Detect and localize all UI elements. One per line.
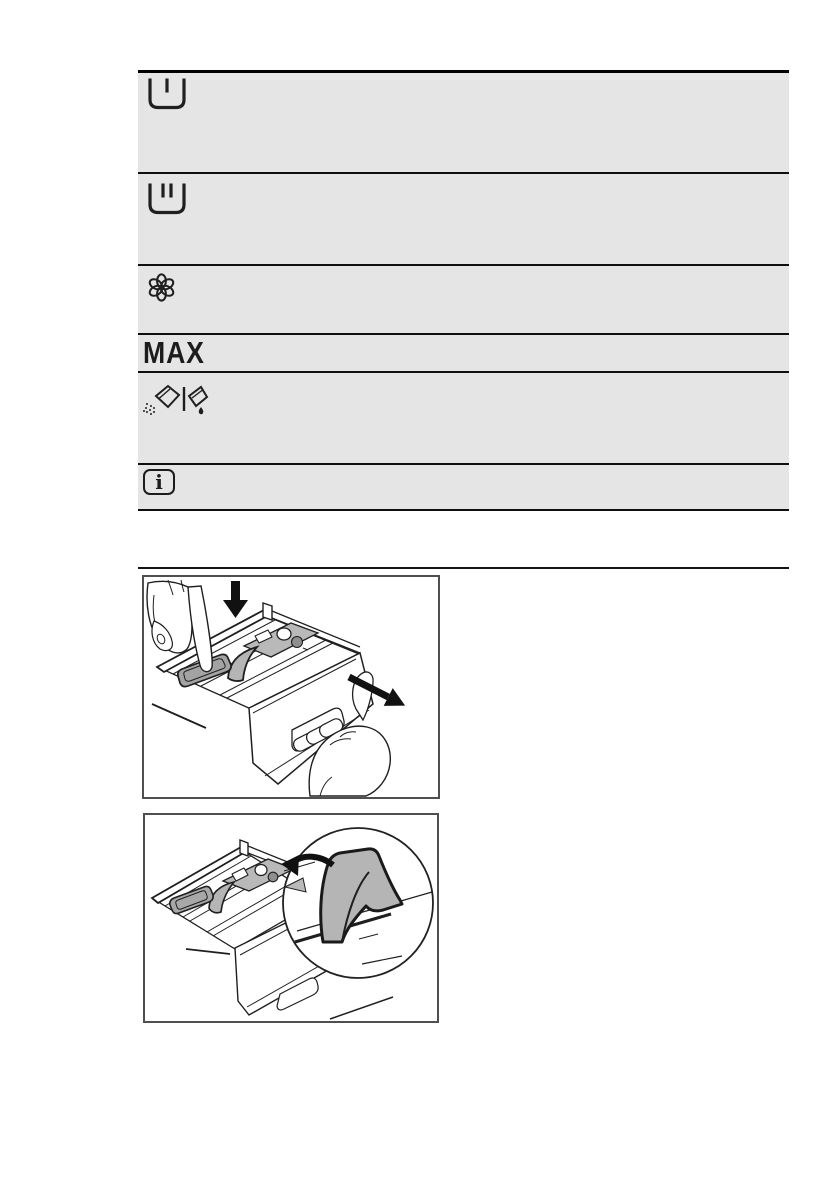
figure-2-illustration xyxy=(145,815,437,1021)
table-row-note xyxy=(138,465,789,511)
liquid-drop-icon xyxy=(199,407,204,414)
figure-open-drawer xyxy=(142,575,440,799)
flower-icon xyxy=(148,273,175,302)
table-row-max xyxy=(138,335,789,373)
down-arrow-icon xyxy=(223,581,248,618)
compartment-I-icon xyxy=(147,77,187,111)
info-icon xyxy=(143,469,175,495)
figure-flap-detail xyxy=(143,813,439,1023)
compartment-II-icon xyxy=(147,182,187,216)
table-row-wash xyxy=(138,174,789,266)
table-row-softener xyxy=(138,266,789,335)
max-level-label: MAX xyxy=(143,335,205,370)
info-glyph: i xyxy=(155,470,163,494)
section-divider xyxy=(138,567,789,569)
detergent-symbols-table xyxy=(138,70,789,511)
powder-or-liquid-detergent-icon xyxy=(143,384,209,418)
powder-dots-icon xyxy=(143,403,155,415)
table-row-detergent-type xyxy=(138,373,789,465)
table-row-prewash xyxy=(138,73,789,174)
figure-1-illustration xyxy=(144,577,438,797)
